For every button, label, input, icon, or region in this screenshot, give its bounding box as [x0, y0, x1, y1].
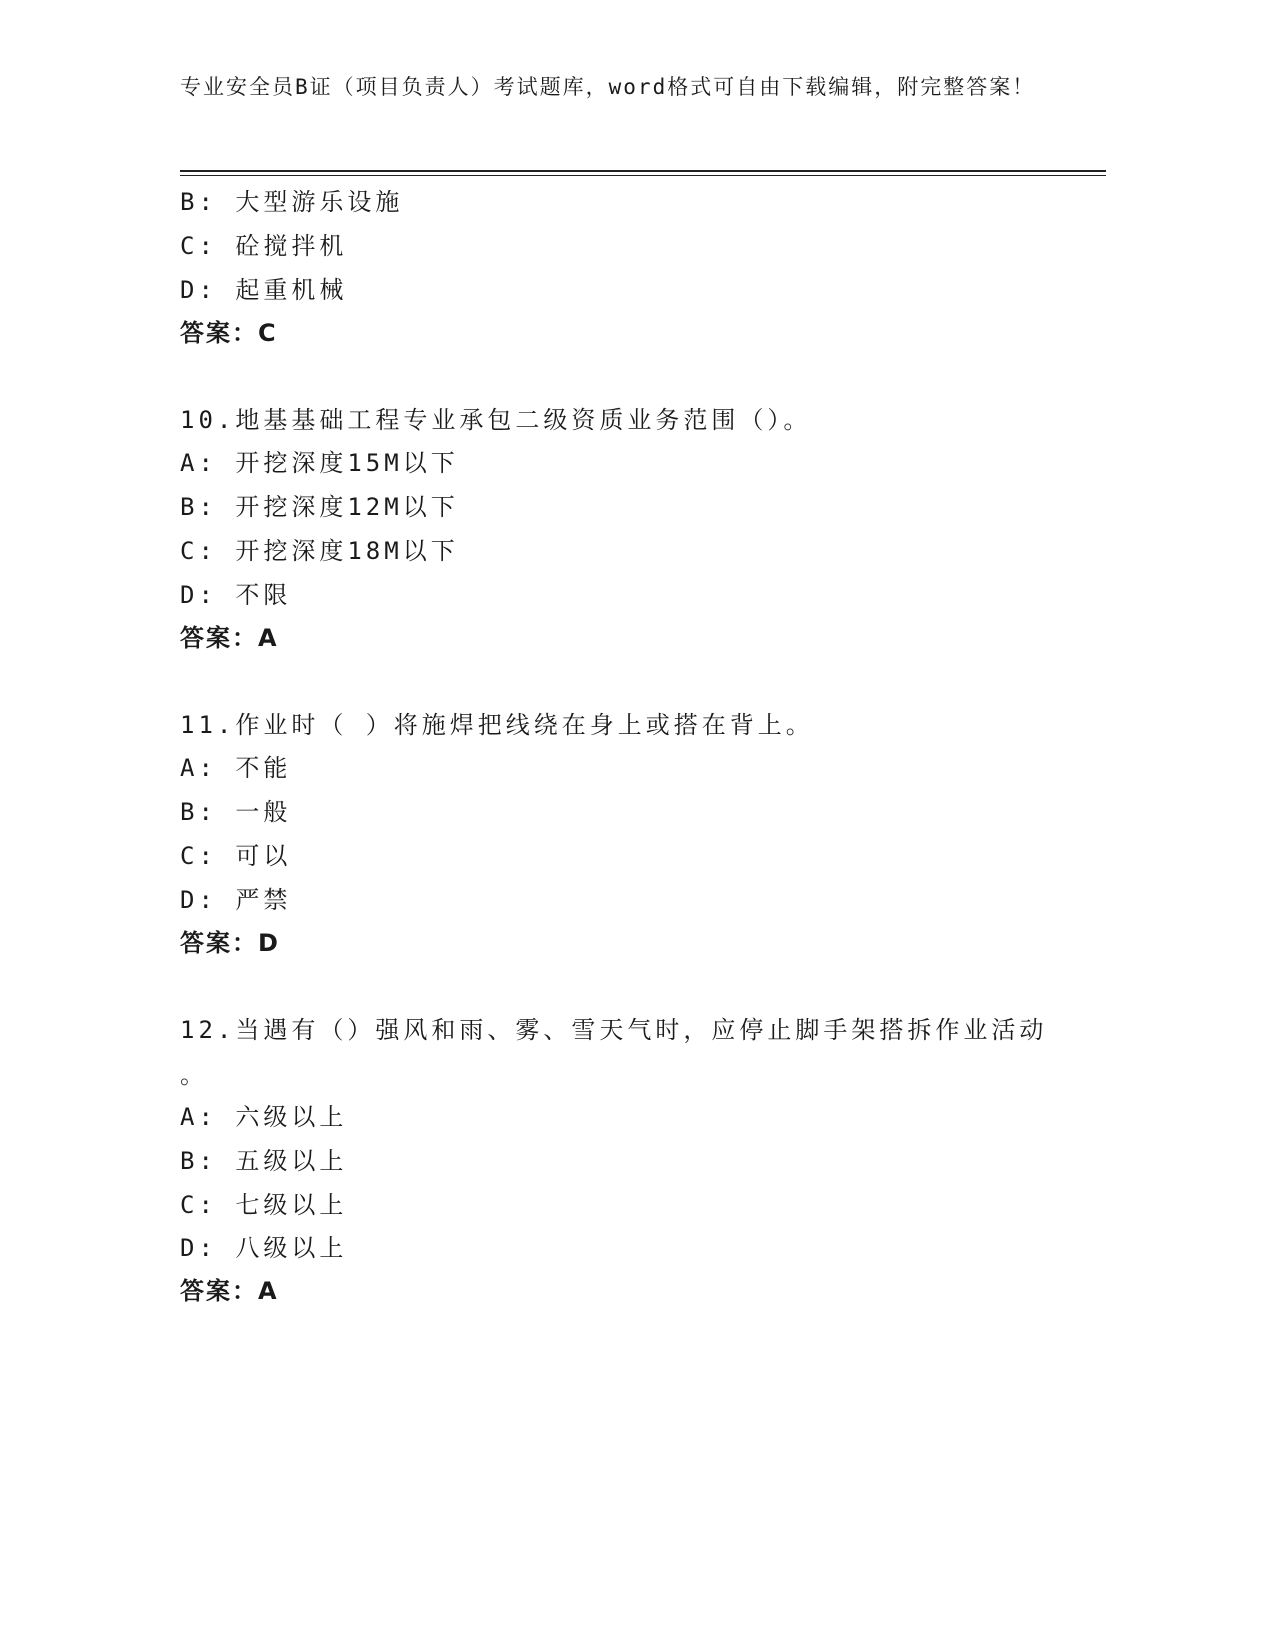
header-divider-thick — [180, 170, 1106, 172]
option-d: D: 不限 — [180, 581, 292, 609]
question-stem: 10.地基基础工程专业承包二级资质业务范围（）。 — [180, 406, 812, 434]
question-stem: 12.当遇有（）强风和雨、雾、雪天气时，应停止脚手架搭拆作业活动 — [180, 1016, 1048, 1044]
option-a: A: 六级以上 — [180, 1103, 348, 1131]
option-b: B: 大型游乐设施 — [180, 188, 404, 216]
question-stem: 11.作业时（ ）将施焊把线绕在身上或搭在背上。 — [180, 711, 814, 739]
option-d: D: 起重机械 — [180, 276, 348, 304]
answer-line: 答案：C — [180, 319, 278, 347]
option-b: B: 开挖深度12M以下 — [180, 493, 459, 521]
answer-line: 答案：A — [180, 1277, 279, 1305]
document-header: 专业安全员B证（项目负责人）考试题库，word格式可自由下载编辑，附完整答案！ — [180, 75, 1036, 99]
option-d: D: 八级以上 — [180, 1234, 348, 1262]
header-divider-thin — [180, 175, 1106, 176]
answer-line: 答案：D — [180, 929, 280, 957]
option-c: C: 七级以上 — [180, 1191, 348, 1219]
option-d: D: 严禁 — [180, 886, 292, 914]
option-c: C: 砼搅拌机 — [180, 232, 348, 260]
option-b: B: 五级以上 — [180, 1147, 348, 1175]
option-a: A: 不能 — [180, 754, 292, 782]
option-c: C: 开挖深度18M以下 — [180, 537, 459, 565]
option-a: A: 开挖深度15M以下 — [180, 449, 459, 477]
answer-line: 答案：A — [180, 624, 279, 652]
question-stem-continuation: 。 — [180, 1061, 208, 1089]
option-b: B: 一般 — [180, 798, 292, 826]
option-c: C: 可以 — [180, 842, 292, 870]
